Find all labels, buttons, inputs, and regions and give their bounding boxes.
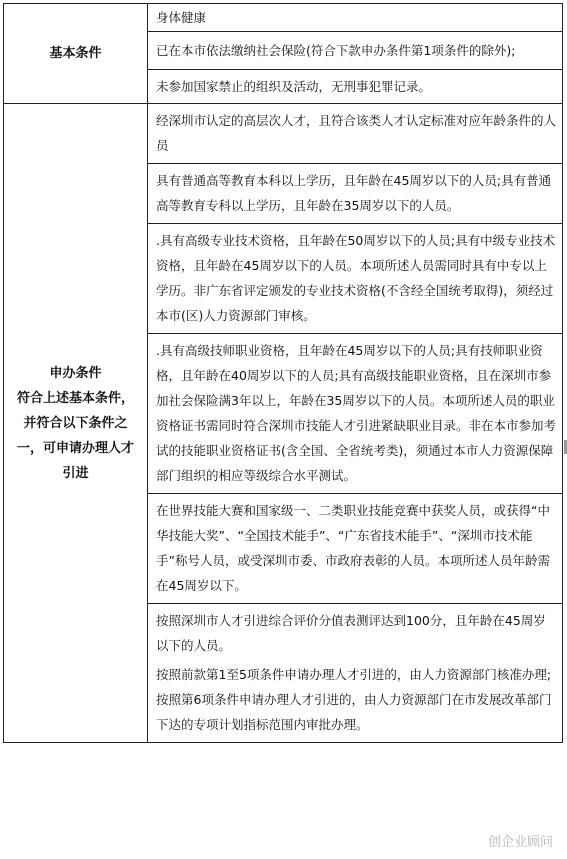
- apply-condition-6: [148, 604, 563, 743]
- apply-label-line: 引进: [62, 465, 89, 481]
- condition-note: 按照前款第1至5项条件申请办理人才引进的，由人力资源部门核准办理;按照第6项条件申请办理人才引进的，由人力资源部门在市发展改革部门下达的专项计划指标范围内审批办理。: [156, 667, 552, 732]
- apply-condition-3: [148, 224, 563, 334]
- apply-condition-5: [148, 494, 563, 604]
- basic-condition-1: 身体健康: [148, 4, 563, 32]
- condition-text: 在世界技能大赛和国家级一、二类职业技能竞赛中获奖人员，或获得“中华技能大奖”、“全国技术能手”、“广东省技术能手”、“深圳市技术能手”称号人员，或受深圳市委、市政府表彰的人员。本项所述人员年龄需在45周岁以下。: [156, 503, 550, 593]
- condition-text: 具有普通高等教育本科以上学历，且年龄在45周岁以下的人员;具有普通高等教育专科以上学历，且年龄在35周岁以下的人员。: [156, 173, 552, 213]
- apply-condition-2: [148, 164, 563, 224]
- condition-text: .具有高级技师职业资格，且年龄在45周岁以下的人员;具有技师职业资格，且年龄在40周岁以下的人员;具有高级技能职业资格，且在深圳市参加社会保险满3年以上，年龄在35周岁以下的人员。本项所述人员的职业资格证书需同时符合深圳市技能人才引进紧缺职业目录。非在本市参加考试的技能职业资格证书(含全国、全省统考类)，须通过本市人力资源保障部门组织的相应等级综合水平测试。: [156, 343, 557, 483]
- apply-label-line: 一，可申请办理人才: [16, 440, 134, 456]
- basic-condition-3: 未参加国家禁止的组织及活动，无刑事犯罪记录。: [148, 70, 563, 104]
- apply-label-line: 并符合以下条件之: [23, 415, 128, 431]
- condition-text: 按照深圳市人才引进综合评价分值表测评达到100分，且年龄在45周岁以下的人员。: [156, 613, 546, 653]
- table-row: [4, 104, 563, 164]
- watermark: 创企业顾问: [487, 835, 553, 850]
- requirements-table: [3, 3, 563, 743]
- apply-label-line: 申办条件: [49, 365, 102, 381]
- basic-condition-2: 已在本市依法缴纳社会保险(符合下款申办条件第1项条件的除外);: [148, 32, 563, 70]
- condition-text: .具有高级专业技术资格，且年龄在50周岁以下的人员;具有中级专业技术资格，且年龄在45周岁以下的人员。本项所述人员需同时具有中专以上学历。非广东省评定颁发的专业技术资格(不含经全国统考取得)，须经过本市(区)人力资源部门审核。: [156, 233, 556, 323]
- apply-label-line: 符合上述基本条件，: [16, 390, 134, 406]
- apply-condition-1: [148, 104, 563, 164]
- apply-condition-4: [148, 334, 563, 494]
- apply-conditions-label: [4, 104, 148, 743]
- table-row: [4, 4, 563, 32]
- condition-text: 经深圳市认定的高层次人才，且符合该类人才认定标准对应年龄条件的人员: [156, 113, 557, 153]
- basic-conditions-label: 基本条件: [4, 4, 148, 104]
